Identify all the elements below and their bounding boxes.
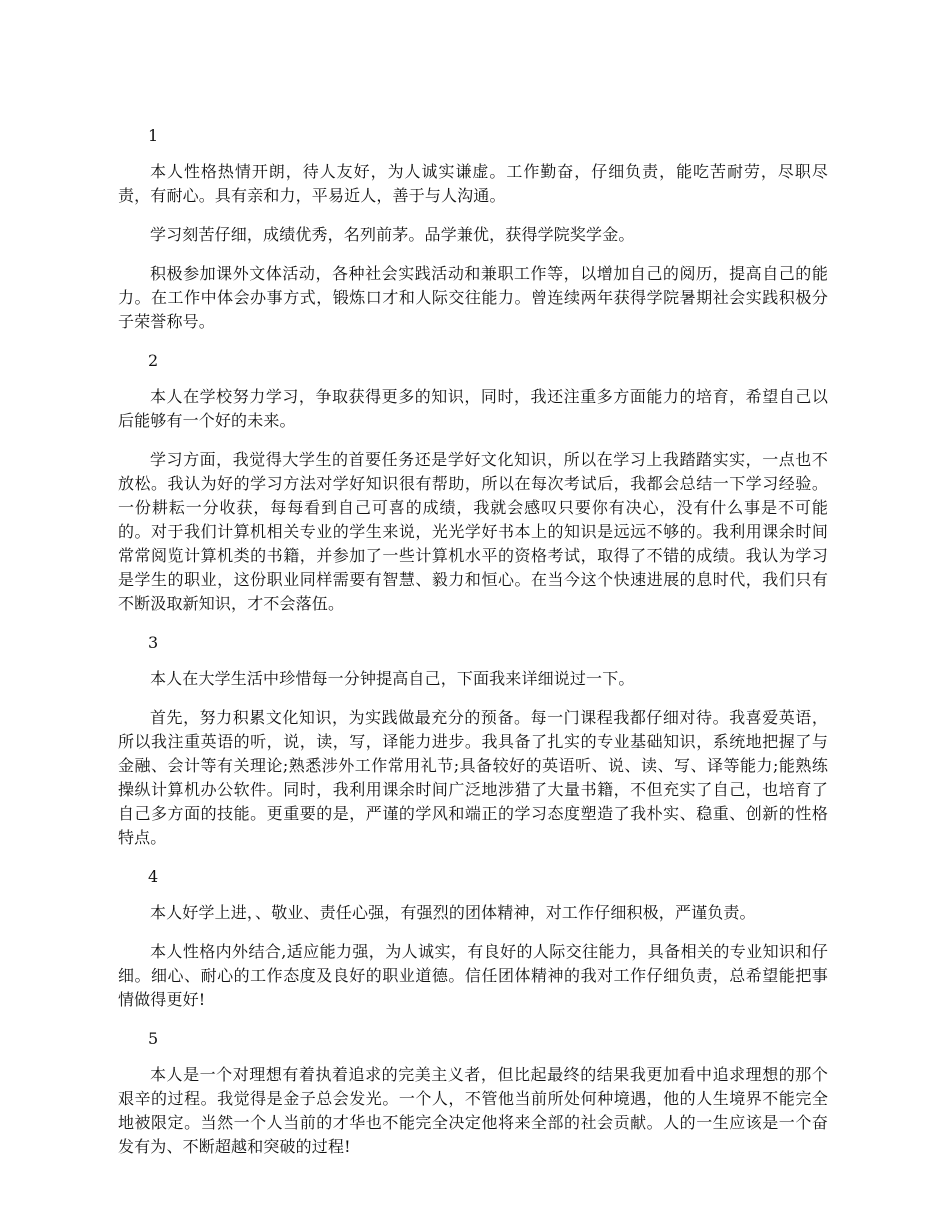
section-number: 2 (148, 351, 159, 370)
paragraph: 学习刻苦仔细，成绩优秀，名列前茅。品学兼优，获得学院奖学金。 (150, 225, 635, 244)
section-1 (118, 124, 828, 334)
section-number: 4 (148, 867, 159, 886)
paragraph: 本人在大学生活中珍惜每一分钟提高自己，下面我来详细说过一下。 (150, 669, 635, 688)
paragraph: 本人性格内外结合,适应能力强，为人诚实，有良好的人际交往能力，具备相关的专业知识和仔细。细心、耐心的工作态度及良好的职业道德。信任团体精神的我对工作仔细负责，总希望能把事情做得更好! (118, 942, 828, 1009)
paragraph: 首先，努力积累文化知识，为实践做最充分的预备。每一门课程我都仔细对待。我喜爱英语，所以我注重英语的听，说，读，写，译能力进步。我具备了扎实的专业基础知识，系统地把握了与金融、会计等有关理论;熟悉涉外工作常用礼节;具备较好的英语听、说、读、写、译等能力;能熟练操纵计算机办公软件。同时，我利用课余时间广泛地涉猎了大量书籍，不但充实了自己，也培育了自己多方面的技能。更重要的是，严谨的学风和端正的学习态度塑造了我朴实、稳重、创新的性格特点。 (118, 708, 828, 847)
section-2 (118, 349, 828, 616)
paragraph: 积极参加课外文体活动，各种社会实践活动和兼职工作等，以增加自己的阅历，提高自己的能力。在工作中体会办事方式，锻炼口才和人际交往能力。曾连续两年获得学院暑期社会实践积极分子荣誉称号。 (118, 264, 828, 331)
paragraph: 学习方面，我觉得大学生的首要任务还是学好文化知识，所以在学习上我踏踏实实，一点也不放松。我认为好的学习方法对学好知识很有帮助，所以在每次考试后，我都会总结一下学习经验。一份耕耘一分收获，每每看到自己可喜的成绩，我就会感叹只要你有决心，没有什么事是不可能的。对于我们计算机相关专业的学生来说，光光学好书本上的知识是远远不够的。我利用课余时间常常阅览计算机类的书籍，并参加了一些计算机水平的资格考试，取得了不错的成绩。我认为学习是学生的职业，这份职业同样需要有智慧、毅力和恒心。在当今这个快速进展的息时代，我们只有不断汲取新知识，才不会落伍。 (118, 450, 828, 613)
section-3 (118, 631, 828, 850)
section-number: 3 (148, 633, 159, 652)
section-number: 5 (148, 1029, 159, 1048)
section-4 (118, 865, 828, 1012)
paragraph: 本人性格热情开朗，待人友好，为人诚实谦虚。工作勤奋，仔细负责，能吃苦耐劳，尽职尽责，有耐心。具有亲和力，平易近人，善于与人沟通。 (118, 162, 828, 205)
paragraph: 本人是一个对理想有着执着追求的完美主义者，但比起最终的结果我更加看中追求理想的那个艰辛的过程。我觉得是金子总会发光。一个人，不管他当前所处何种境遇，他的人生境界不能完全地被限定。当然一个人当前的才华也不能完全决定他将来全部的社会贡献。人的一生应该是一个奋发有为、不断超越和突破的过程! (118, 1065, 828, 1156)
section-number: 1 (148, 126, 159, 145)
section-5 (118, 1027, 828, 1159)
paragraph: 本人好学上进，、敬业、责任心强，有强烈的团体精神，对工作仔细积极，严谨负责。 (150, 903, 756, 922)
paragraph: 本人在学校努力学习，争取获得更多的知识，同时，我还注重多方面能力的培育，希望自己以后能够有一个好的未来。 (118, 387, 828, 430)
